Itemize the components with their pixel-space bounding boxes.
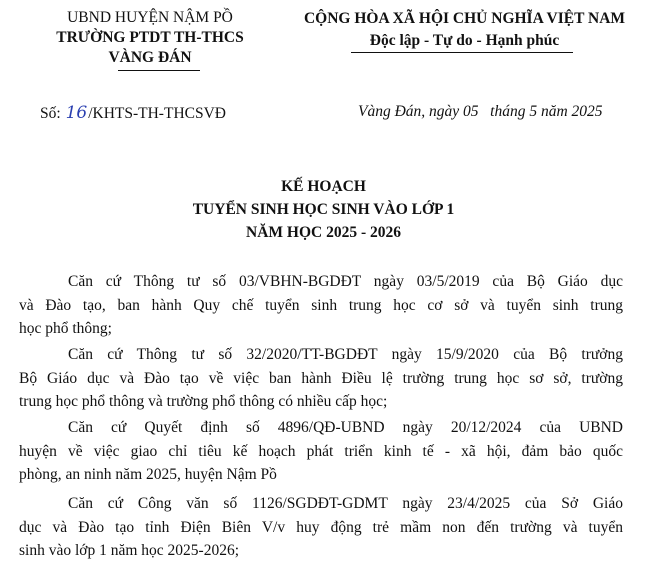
- doc-number-suffix: /KHTS-TH-THCSVĐ: [88, 105, 226, 122]
- legal-basis-paragraph-2: [19, 343, 623, 414]
- legal-basis-paragraph-1: [19, 270, 623, 341]
- document-title: [0, 175, 647, 244]
- school-name-line1: TRƯỜNG PTDT TH-THCS: [56, 29, 244, 46]
- place-and-date: Vàng Đán, ngày 05 tháng 5 năm 2025: [358, 103, 603, 120]
- school-name-underline: [118, 70, 200, 71]
- title-line-3: NĂM HỌC 2025 - 2026: [246, 224, 401, 241]
- paragraph-line: và Đào tạo, ban hành Quy chế tuyển sinh trung học cơ sở và tuyển sinh trung: [19, 296, 623, 314]
- legal-basis-paragraph-4: [19, 492, 623, 563]
- school-name-line2: VÀNG ĐÁN: [108, 49, 192, 66]
- doc-number-prefix: Số:: [40, 105, 61, 122]
- paragraph-line: Căn cứ Quyết định số 4896/QĐ-UBND ngày 20/12/2024 của UBND: [68, 419, 623, 436]
- issuing-authority-block: [0, 8, 300, 68]
- legal-basis-paragraph-3: [19, 416, 623, 487]
- document-number: [40, 103, 226, 123]
- paragraph-line: Căn cứ Thông tư số 03/VBHN-BGDĐT ngày 03/5/2019 của Bộ Giáo dục: [68, 273, 623, 290]
- paragraph-line: dục và Đào tạo tỉnh Điện Biên V/v huy động trẻ mầm non đến trường và tuyển: [19, 518, 623, 536]
- motto-underline: [351, 52, 573, 53]
- parent-authority: UBND HUYỆN NẬM PỒ: [67, 9, 233, 26]
- national-title: CỘNG HÒA XÃ HỘI CHỦ NGHĨA VIỆT NAM: [303, 10, 626, 27]
- title-line-2: TUYỂN SINH HỌC SINH VÀO LỚP 1: [192, 201, 455, 218]
- national-title-block: [282, 8, 647, 52]
- national-motto: Độc lập - Tự do - Hạnh phúc: [369, 32, 560, 49]
- paragraph-line: phòng, an ninh năm 2025, huyện Nậm Pồ: [19, 466, 277, 483]
- paragraph-line: huyện về việc giao chỉ tiêu kế hoạch phát triển kinh tế - xã hội, đảm bảo quốc: [19, 442, 623, 460]
- paragraph-line: Bộ Giáo dục và Đào tạo về việc ban hành Điều lệ trường trung học sơ sở, trường: [19, 369, 623, 387]
- paragraph-line: trung học phổ thông và trường phổ thông có nhiều cấp học;: [19, 393, 388, 410]
- paragraph-line: Căn cứ Thông tư số 32/2020/TT-BGDĐT ngày 15/9/2020 của Bộ trưởng: [68, 346, 623, 363]
- title-line-1: KẾ HOẠCH: [281, 178, 366, 195]
- paragraph-line: sinh vào lớp 1 năm học 2025-2026;: [19, 542, 240, 559]
- paragraph-line: Căn cứ Công văn số 1126/SGDĐT-GDMT ngày 23/4/2025 của Sở Giáo: [68, 495, 623, 512]
- paragraph-line: học phổ thông;: [19, 320, 112, 337]
- handwritten-number: 16: [65, 103, 88, 123]
